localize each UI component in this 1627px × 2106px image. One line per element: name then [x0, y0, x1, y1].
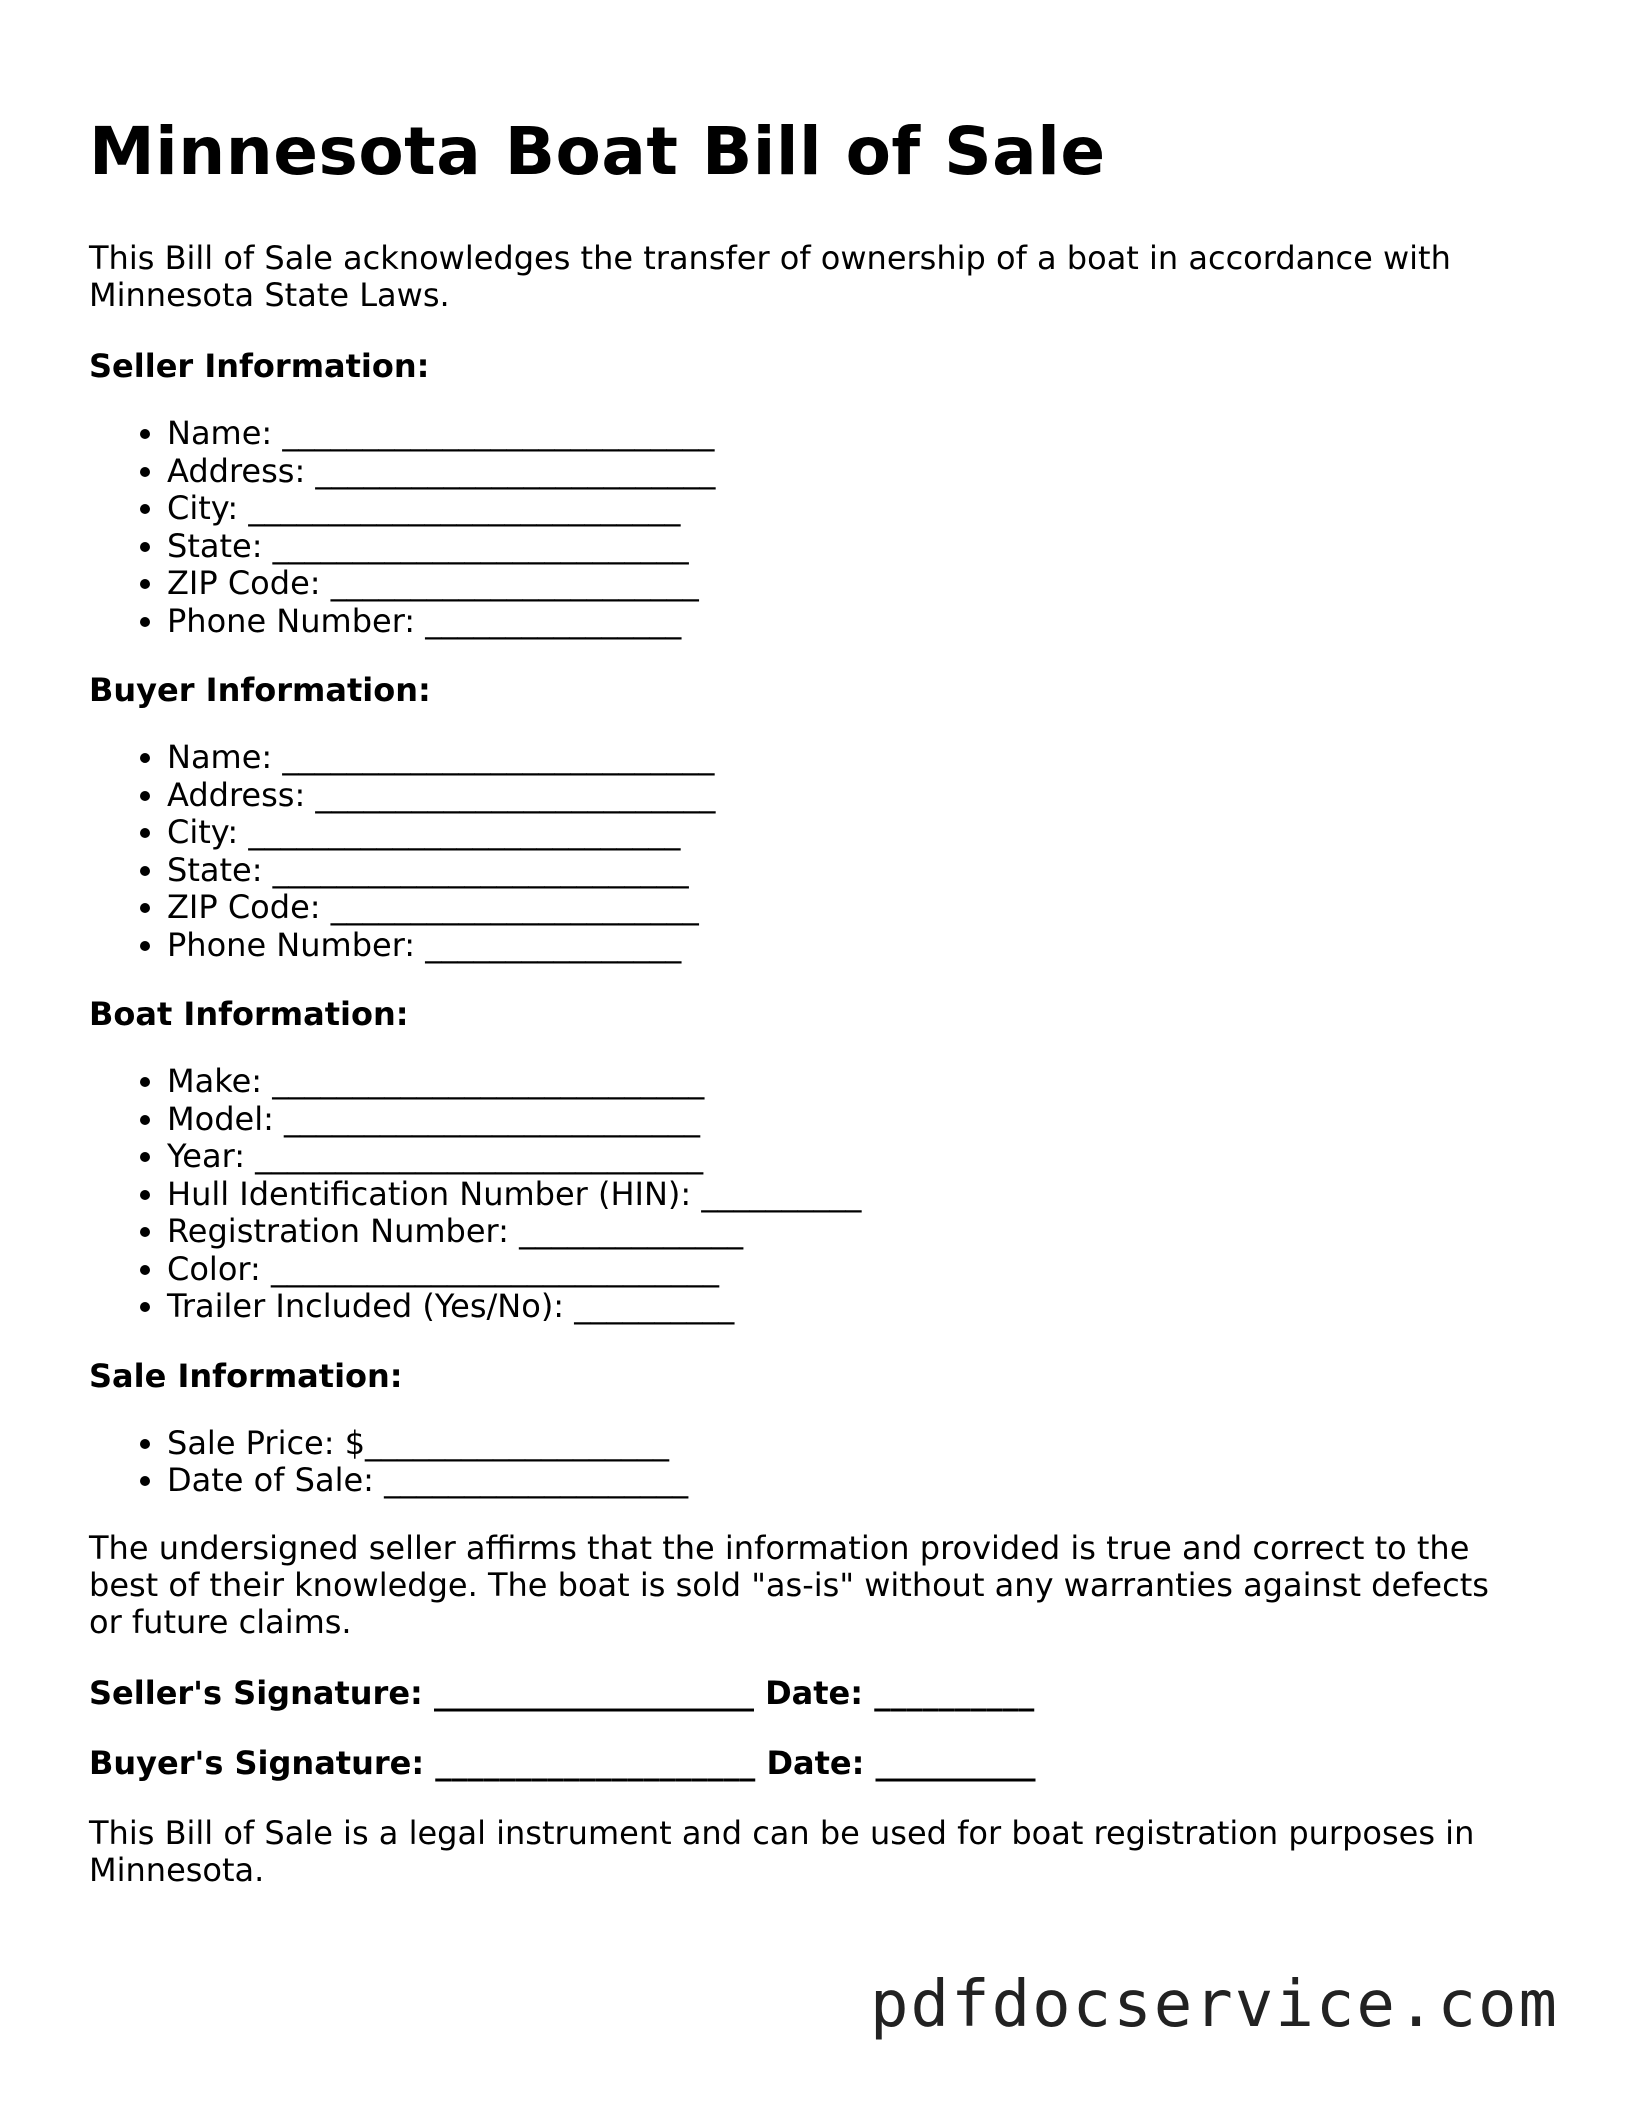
seller-address-field[interactable]: • Address: _________________________: [167, 453, 1529, 491]
document-page: [89, 112, 1529, 1889]
seller-phone-field[interactable]: • Phone Number: ________________: [167, 603, 1529, 641]
buyer-name-field[interactable]: • Name: ___________________________: [167, 739, 1529, 777]
watermark-text: pdfdocservice.com: [870, 1968, 1560, 2042]
boat-list: [89, 1063, 1529, 1326]
sale-heading: Sale Information:: [89, 1356, 403, 1395]
intro-paragraph: This Bill of Sale acknowledges the transfer of ownership of a boat in accordance with Minnesota State Laws.: [89, 239, 1451, 314]
buyer-phone-field[interactable]: • Phone Number: ________________: [167, 927, 1529, 965]
sale-list: [89, 1425, 1529, 1500]
boat-model-field[interactable]: • Model: __________________________: [167, 1101, 1529, 1139]
seller-signature-line[interactable]: Seller's Signature: ____________________ Date: __________: [89, 1673, 1035, 1712]
seller-state-field[interactable]: • State: __________________________: [167, 528, 1529, 566]
affirmation-paragraph: The undersigned seller affirms that the information provided is true and correct to the best of their knowledge. The boat is sold "as-is" without any warranties against defects or future claims.: [89, 1528, 1489, 1641]
seller-list: [89, 415, 1529, 640]
buyer-state-field[interactable]: • State: __________________________: [167, 852, 1529, 890]
sale-price-field[interactable]: • Sale Price: $___________________: [167, 1425, 1529, 1463]
closing-paragraph: This Bill of Sale is a legal instrument and can be used for boat registration purposes in Minnesota.: [89, 1813, 1475, 1889]
buyer-zip-field[interactable]: • ZIP Code: _______________________: [167, 889, 1529, 927]
seller-zip-field[interactable]: • ZIP Code: _______________________: [167, 565, 1529, 603]
buyer-signature-line[interactable]: Buyer's Signature: ____________________ Date: __________: [89, 1743, 1036, 1782]
seller-city-field[interactable]: • City: ___________________________: [167, 490, 1529, 528]
boat-make-field[interactable]: • Make: ___________________________: [167, 1063, 1529, 1101]
buyer-heading: Buyer Information:: [89, 671, 431, 709]
page-title: Minnesota Boat Bill of Sale: [89, 113, 1106, 190]
sale-date-field[interactable]: • Date of Sale: ___________________: [167, 1462, 1529, 1500]
boat-year-field[interactable]: • Year: ____________________________: [167, 1138, 1529, 1176]
boat-trailer-field[interactable]: • Trailer Included (Yes/No): __________: [167, 1288, 1529, 1326]
boat-registration-field[interactable]: • Registration Number: ______________: [167, 1213, 1529, 1251]
boat-hin-field[interactable]: • Hull Identification Number (HIN): __________: [167, 1176, 1529, 1214]
seller-name-field[interactable]: • Name: ___________________________: [167, 415, 1529, 453]
buyer-address-field[interactable]: • Address: _________________________: [167, 777, 1529, 815]
boat-heading: Boat Information:: [89, 995, 409, 1033]
seller-heading: Seller Information:: [89, 347, 430, 385]
buyer-list: [89, 739, 1529, 964]
boat-color-field[interactable]: • Color: ____________________________: [167, 1251, 1529, 1289]
buyer-city-field[interactable]: • City: ___________________________: [167, 814, 1529, 852]
